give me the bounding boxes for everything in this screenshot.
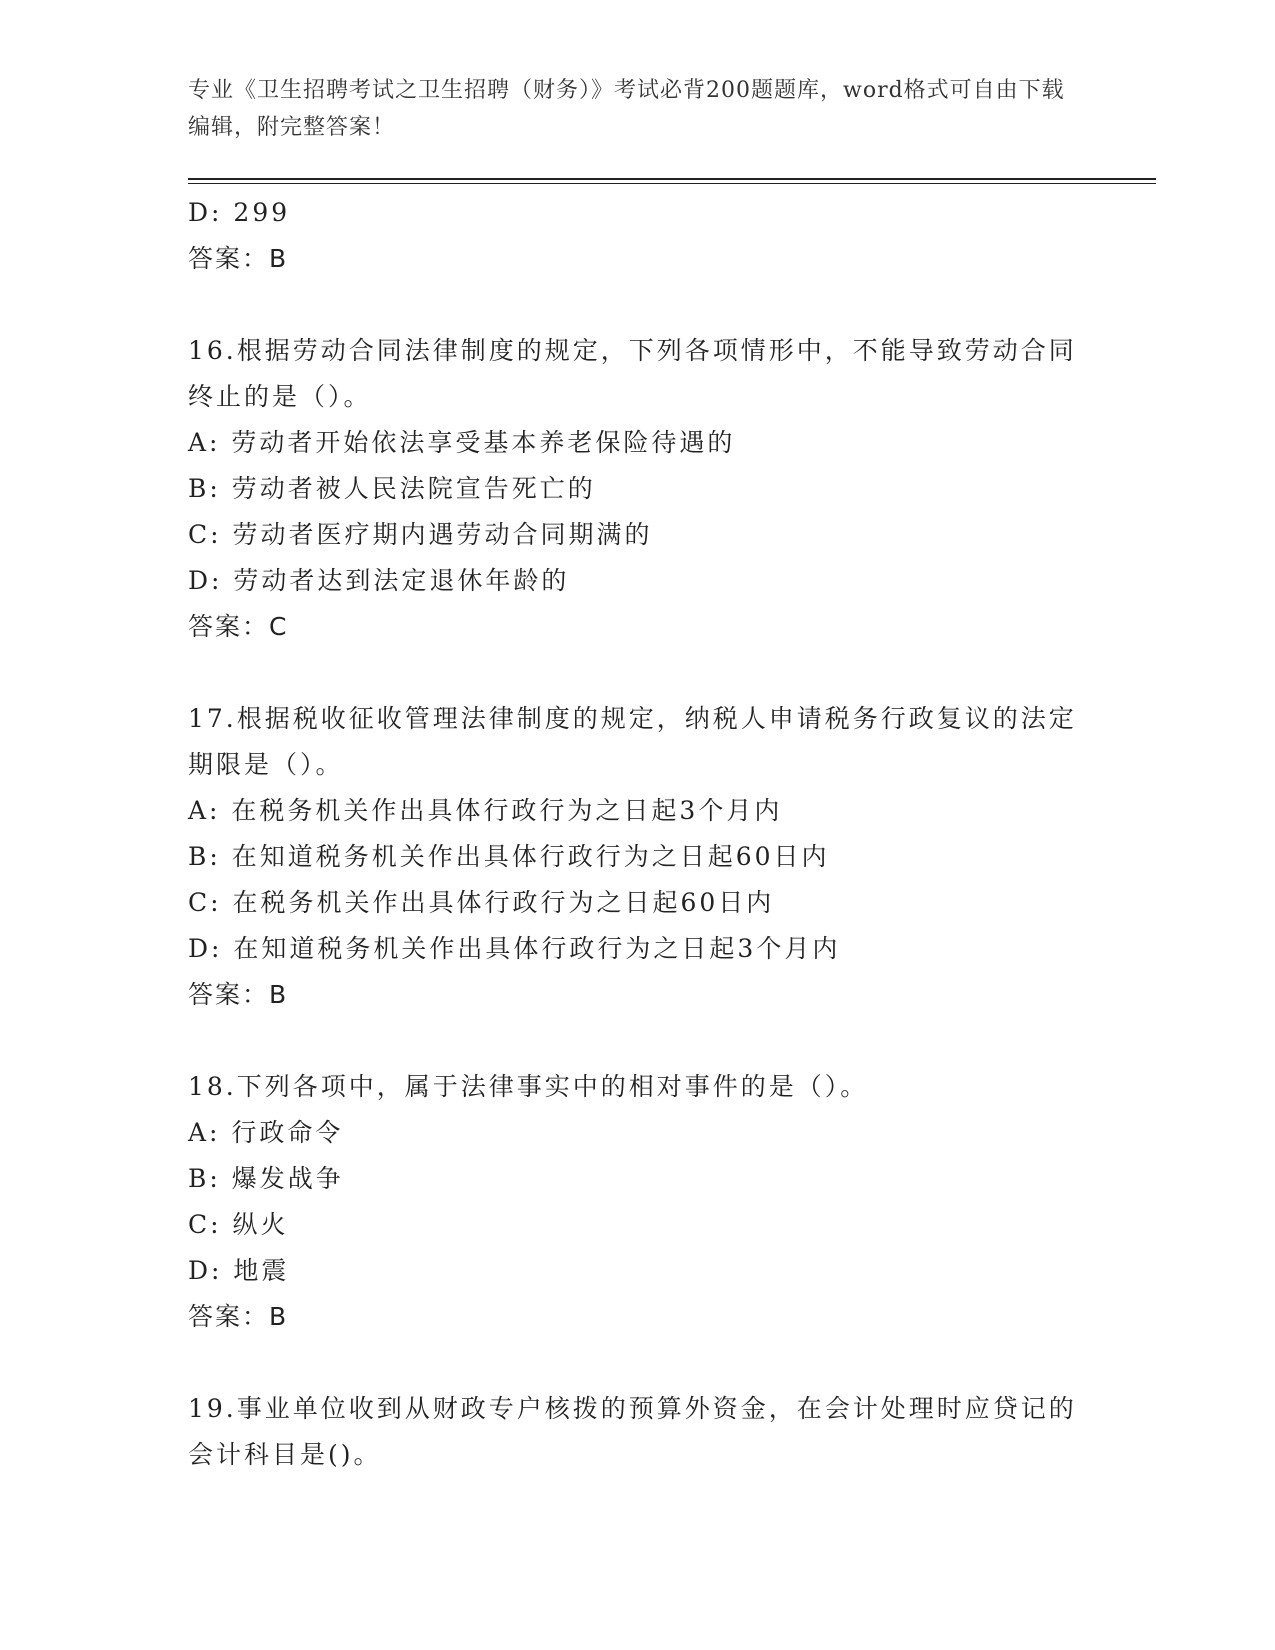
question-list <box>188 190 1088 1478</box>
spacer <box>188 1340 1088 1386</box>
option-a: A: 劳动者开始依法享受基本养老保险待遇的 <box>188 428 736 457</box>
question-18 <box>188 1064 1088 1340</box>
question-text: 18.下列各项中，属于法律事实中的相对事件的是（）。 <box>188 1072 869 1101</box>
option-a: A: 在税务机关作出具体行政行为之日起3个月内 <box>188 796 783 825</box>
answer-line: 答案：B <box>188 244 289 273</box>
answer-line: 答案：C <box>188 612 289 641</box>
option-b: B: 劳动者被人民法院宣告死亡的 <box>188 474 596 503</box>
answer-line: 答案：B <box>188 980 289 1009</box>
option-d: D: 地震 <box>188 1256 290 1285</box>
option-c: C: 纵火 <box>188 1210 289 1239</box>
header-rule-thin <box>188 183 1156 184</box>
spacer <box>188 650 1088 696</box>
option-c: C: 劳动者医疗期内遇劳动合同期满的 <box>188 520 653 549</box>
question-text: 19.事业单位收到从财政专户核拨的预算外资金，在会计处理时应贷记的会计科目是()。 <box>188 1394 1077 1469</box>
question-text: 16.根据劳动合同法律制度的规定，下列各项情形中，不能导致劳动合同终止的是（）。 <box>188 336 1077 411</box>
option-d: D: 299 <box>188 198 291 227</box>
option-a: A: 行政命令 <box>188 1118 344 1147</box>
question-16 <box>188 328 1088 650</box>
option-b: B: 在知道税务机关作出具体行政行为之日起60日内 <box>188 842 830 871</box>
option-d: D: 在知道税务机关作出具体行政行为之日起3个月内 <box>188 934 841 963</box>
question-text: 17.根据税收征收管理法律制度的规定，纳税人申请税务行政复议的法定期限是（）。 <box>188 704 1077 779</box>
question-19 <box>188 1386 1088 1478</box>
spacer <box>188 282 1088 328</box>
header-rule-thick <box>188 178 1156 180</box>
option-d: D: 劳动者达到法定退休年龄的 <box>188 566 570 595</box>
option-b: B: 爆发战争 <box>188 1164 344 1193</box>
document-header: 专业《卫生招聘考试之卫生招聘（财务）》考试必背200题题库，word格式可自由下载编辑，附完整答案！ <box>188 78 1065 140</box>
answer-line: 答案：B <box>188 1302 289 1331</box>
question-17 <box>188 696 1088 1018</box>
option-c: C: 在税务机关作出具体行政行为之日起60日内 <box>188 888 775 917</box>
spacer <box>188 1018 1088 1064</box>
